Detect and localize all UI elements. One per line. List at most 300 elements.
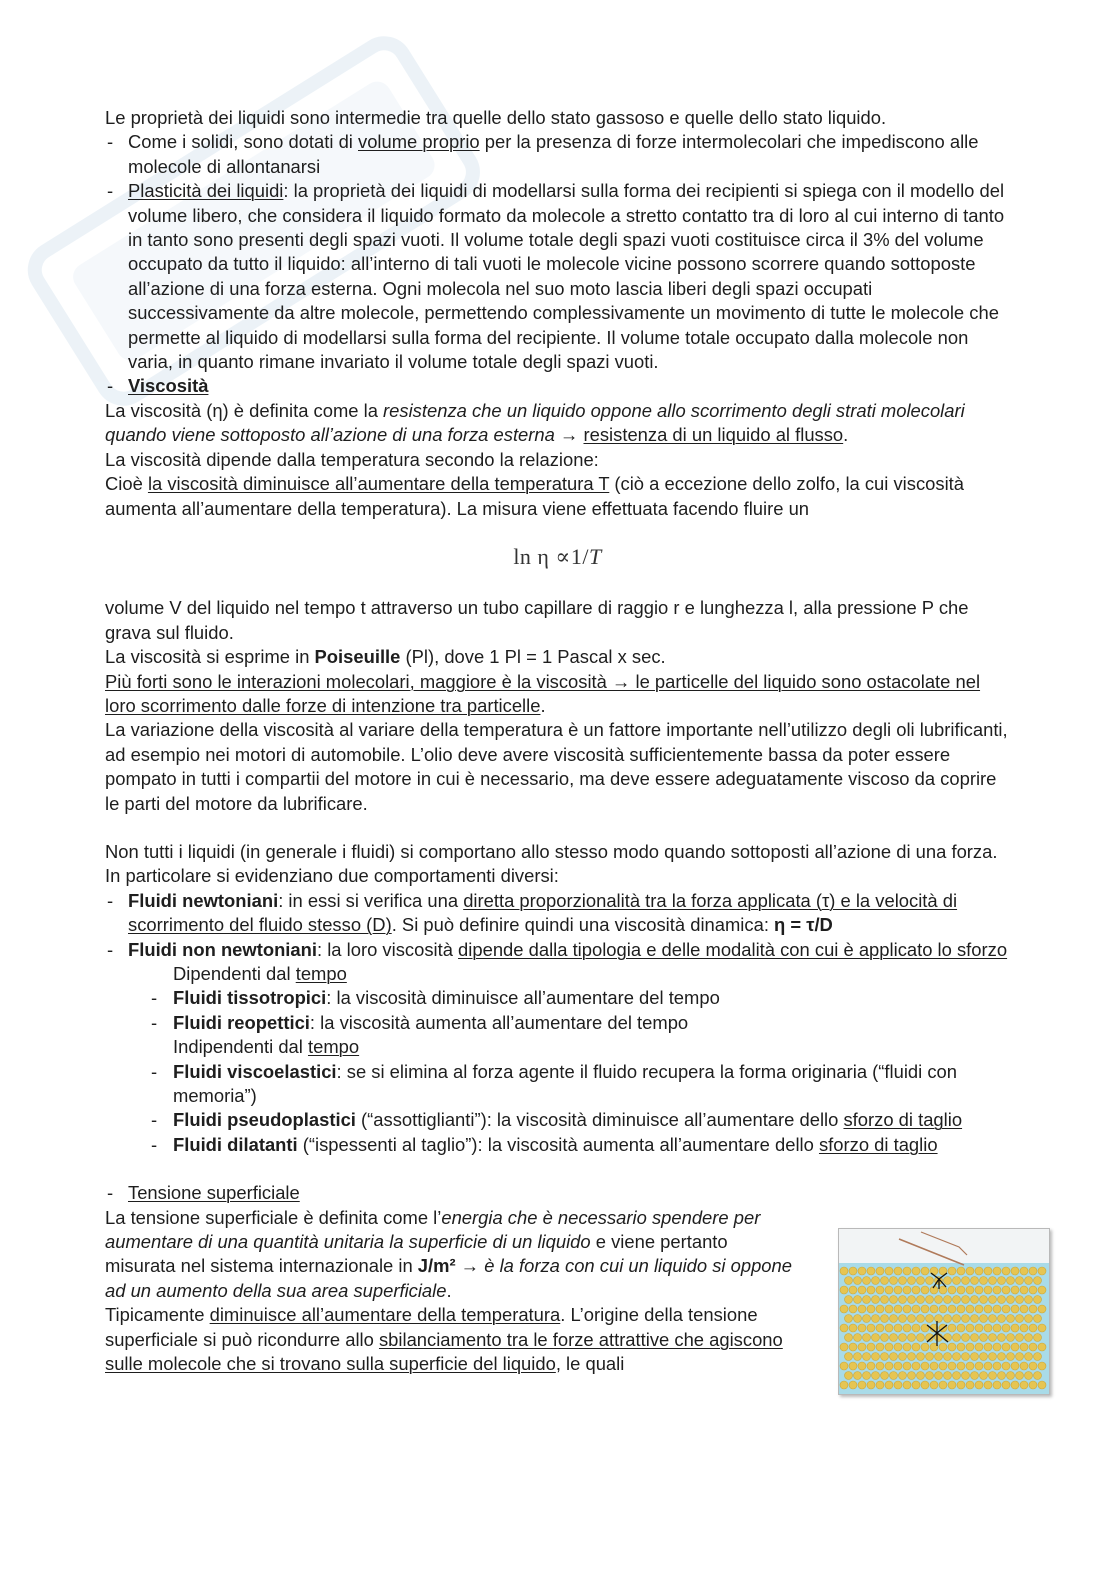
viscosity-forces: Più forti sono le interazioni molecolari, maggiore è la viscosità → le particelle del liquido sono ostacolate nel loro scorrimento dalle forze di intenzione tra particelle.: [105, 670, 981, 716]
molecule: [993, 1381, 1001, 1389]
molecule: [1020, 1343, 1028, 1351]
molecule: [984, 1362, 992, 1370]
molecule: [993, 1362, 1001, 1370]
molecule: [1038, 1362, 1046, 1370]
list-item-time-independent: Indipendenti dal tempo: [173, 1036, 360, 1058]
molecule: [894, 1362, 902, 1370]
molecule: [876, 1267, 884, 1275]
molecule: [1025, 1314, 1033, 1322]
molecule: [858, 1286, 866, 1294]
molecule: [935, 1314, 943, 1322]
molecule: [1007, 1333, 1015, 1341]
molecule: [890, 1295, 898, 1303]
molecule: [984, 1324, 992, 1332]
molecule: [980, 1314, 988, 1322]
molecule: [894, 1381, 902, 1389]
molecule: [858, 1305, 866, 1313]
molecule: [908, 1371, 916, 1379]
molecule: [890, 1333, 898, 1341]
molecule: [1007, 1276, 1015, 1284]
molecule: [984, 1286, 992, 1294]
molecule: [948, 1267, 956, 1275]
molecule: [1025, 1371, 1033, 1379]
molecule: [975, 1362, 983, 1370]
molecule: [917, 1333, 925, 1341]
molecule: [962, 1295, 970, 1303]
molecule: [939, 1362, 947, 1370]
molecule: [935, 1295, 943, 1303]
molecule: [989, 1333, 997, 1341]
molecule: [894, 1324, 902, 1332]
molecule: [872, 1333, 880, 1341]
plasticity-heading: Plasticità dei liquidi: [128, 180, 284, 202]
molecule: [975, 1343, 983, 1351]
molecule: [881, 1276, 889, 1284]
molecule: [1016, 1314, 1024, 1322]
molecule: [944, 1295, 952, 1303]
molecule: [863, 1276, 871, 1284]
molecule: [1011, 1343, 1019, 1351]
molecule: [1002, 1324, 1010, 1332]
molecule: [1029, 1324, 1037, 1332]
tension-definition: La tensione superficiale è definita come l’energia che è necessario spendere per aumentare di una quantità unitaria la superficie di un liquido e viene pertanto misurata nel sistema internazionale in J/m² → è la forza con cui un liquido si oppone ad un aumento della sua area superficiale.: [105, 1206, 792, 1301]
molecule: [1016, 1371, 1024, 1379]
molecule: [863, 1333, 871, 1341]
molecule: [935, 1371, 943, 1379]
molecule: [1029, 1286, 1037, 1294]
molecule: [953, 1352, 961, 1360]
molecule: [894, 1286, 902, 1294]
molecule: [993, 1286, 1001, 1294]
molecule: [957, 1362, 965, 1370]
molecule: [908, 1295, 916, 1303]
molecule: [989, 1314, 997, 1322]
molecule: [971, 1314, 979, 1322]
list-item-rheopectic: - Fluidi reopettici: la viscosità aumenta all’aumentare del tempo: [173, 1011, 1010, 1035]
molecule: [1016, 1333, 1024, 1341]
molecule: [1020, 1267, 1028, 1275]
molecule: [1002, 1267, 1010, 1275]
molecule: [939, 1381, 947, 1389]
molecule: [966, 1381, 974, 1389]
air-region: [839, 1229, 1049, 1263]
molecule: [926, 1295, 934, 1303]
molecule: [930, 1362, 938, 1370]
molecule: [921, 1305, 929, 1313]
molecule: [971, 1276, 979, 1284]
molecule: [1038, 1286, 1046, 1294]
molecule: [980, 1352, 988, 1360]
viscosity-heading: Viscosità: [128, 375, 209, 397]
molecule: [863, 1314, 871, 1322]
molecule: [948, 1381, 956, 1389]
molecule: [966, 1362, 974, 1370]
fluids-list: [105, 889, 1010, 962]
volume-proprio-link: volume proprio: [358, 131, 480, 153]
molecule: [921, 1362, 929, 1370]
molecule: [1038, 1267, 1046, 1275]
molecule: [921, 1343, 929, 1351]
list-item-non-newtonian: - Fluidi non newtoniani: la loro viscosità dipende dalla tipologia e delle modalità con cui è applicato lo sforzo: [105, 938, 1010, 962]
molecule: [858, 1324, 866, 1332]
molecule: [993, 1324, 1001, 1332]
molecule: [980, 1371, 988, 1379]
molecule: [944, 1352, 952, 1360]
molecule: [930, 1305, 938, 1313]
molecule: [944, 1333, 952, 1341]
molecule: [876, 1343, 884, 1351]
molecule: [962, 1371, 970, 1379]
viscosity-formula: ln η ∝1/T: [513, 543, 602, 569]
molecule: [989, 1371, 997, 1379]
molecule: [980, 1295, 988, 1303]
molecule: [899, 1276, 907, 1284]
molecule: [1034, 1371, 1042, 1379]
molecule: [885, 1305, 893, 1313]
molecule: [845, 1276, 853, 1284]
molecule: [849, 1343, 857, 1351]
molecule: [975, 1324, 983, 1332]
molecule: [971, 1295, 979, 1303]
molecule: [980, 1333, 988, 1341]
molecule: [1029, 1362, 1037, 1370]
molecule: [1025, 1276, 1033, 1284]
molecule: [953, 1333, 961, 1341]
molecule: [984, 1381, 992, 1389]
molecule: [957, 1324, 965, 1332]
surface-tension-figure: [838, 1228, 1050, 1395]
molecule: [1029, 1267, 1037, 1275]
document-page: [105, 106, 1010, 1377]
molecule: [872, 1276, 880, 1284]
molecule: [1011, 1305, 1019, 1313]
molecule: [1020, 1381, 1028, 1389]
molecule: [894, 1305, 902, 1313]
molecule: [840, 1324, 848, 1332]
molecule: [867, 1362, 875, 1370]
molecule: [984, 1305, 992, 1313]
molecule: [903, 1324, 911, 1332]
molecule: [975, 1305, 983, 1313]
molecule: [1016, 1352, 1024, 1360]
molecule: [867, 1305, 875, 1313]
molecule: [876, 1305, 884, 1313]
molecule: [908, 1333, 916, 1341]
non-newtonian-sublist: [105, 962, 1010, 1157]
molecule: [840, 1286, 848, 1294]
molecule: [899, 1295, 907, 1303]
molecule: [1029, 1381, 1037, 1389]
molecule: [881, 1314, 889, 1322]
molecule: [1025, 1333, 1033, 1341]
molecule: [971, 1371, 979, 1379]
molecule: [885, 1381, 893, 1389]
molecule: [890, 1276, 898, 1284]
molecule: [840, 1362, 848, 1370]
molecule: [921, 1381, 929, 1389]
molecule: [845, 1295, 853, 1303]
molecule: [917, 1352, 925, 1360]
molecule: [885, 1343, 893, 1351]
molecule: [858, 1343, 866, 1351]
molecule: [867, 1324, 875, 1332]
viscosity-unit: La viscosità si esprime in Poiseuille (Pl), dove 1 Pl = 1 Pascal x sec.: [105, 646, 666, 668]
list-item-thixotropic: - Fluidi tissotropici: la viscosità diminuisce all’aumentare del tempo: [173, 986, 1010, 1010]
list-item-dilatant: - Fluidi dilatanti (“ispessenti al taglio”): la viscosità aumenta all’aumentare dello sforzo di taglio: [173, 1133, 1010, 1157]
molecule: [876, 1381, 884, 1389]
viscosity-definition: La viscosità (η) è definita come la resistenza che un liquido oppone allo scorrimento degli strati molecolari quando viene sottoposto all’azione di una forza esterna → resistenza di un liquido al flusso.: [105, 399, 965, 446]
molecule: [962, 1276, 970, 1284]
molecule: [840, 1381, 848, 1389]
molecule: [1034, 1276, 1042, 1284]
molecule: [876, 1324, 884, 1332]
viscosity-temperature: La viscosità dipende dalla temperatura secondo la relazione:: [105, 448, 599, 470]
molecule: [903, 1381, 911, 1389]
tension-origin: Tipicamente diminuisce all’aumentare della temperatura. L’origine della tensione superficiale si può ricondurre allo sbilanciamento tra le forze attrattive che agiscono sulle molecole che si trovano sulla superficie del liquido, le quali: [105, 1304, 783, 1375]
molecule: [962, 1352, 970, 1360]
molecule: [1020, 1286, 1028, 1294]
molecule: [1025, 1352, 1033, 1360]
molecule: [867, 1267, 875, 1275]
molecule: [885, 1267, 893, 1275]
molecule: [957, 1381, 965, 1389]
molecule: [935, 1352, 943, 1360]
list-item-solids: - Come i solidi, sono dotati di volume proprio per la presenza di forze intermolecolari che impediscono alle molecole di allontanarsi: [105, 130, 1010, 179]
molecule: [957, 1267, 965, 1275]
molecule: [984, 1267, 992, 1275]
molecule: [989, 1295, 997, 1303]
molecule: [908, 1276, 916, 1284]
molecule: [1002, 1362, 1010, 1370]
molecule: [917, 1314, 925, 1322]
list-item-time-dependent: Dipendenti dal tempo: [173, 963, 347, 984]
molecule: [872, 1314, 880, 1322]
molecule: [984, 1343, 992, 1351]
molecule: [885, 1286, 893, 1294]
molecule: [849, 1381, 857, 1389]
list-item-pseudoplastic: - Fluidi pseudoplastici (“assottiglianti”): la viscosità diminuisce all’aumentare dello sforzo di taglio: [173, 1108, 1010, 1132]
molecule: [885, 1324, 893, 1332]
molecule: [998, 1333, 1006, 1341]
tension-section: [105, 1206, 1010, 1377]
molecule: [849, 1324, 857, 1332]
molecule: [881, 1295, 889, 1303]
molecule: [948, 1362, 956, 1370]
molecule: [849, 1267, 857, 1275]
list-item-plasticity: - Plasticità dei liquidi: la proprietà dei liquidi di modellarsi sulla forma dei recipienti si spiega con il modello del volume libero, che considera il liquido formato da molecole a stretto contatto tra di loro al cui interno di tanto in tanto sono presenti degli spazi vuoti. Il volume totale degli spazi vuoti costituisce circa il 3% del volume occupato da tutto il liquido: all’interno di tali vuoti le molecole vicine possono scorrere quando sottoposte all’azione di una forza esterna. Ogni molecola nel suo moto lascia liberi degli spazi occupati successivamente da altre molecole, permettendo complessivamente un movimento di tutte le molecole che permette al liquido di modellarsi sulla forma del recipiente. Il volume totale occupato dalla molecole non varia, in quanto rimane invariato il volume totale degli spazi vuoti.: [105, 179, 1010, 374]
molecule: [845, 1314, 853, 1322]
molecule: [881, 1333, 889, 1341]
viscosity-oils: La variazione della viscosità al variare della temperatura è un fattore importante nell’utilizzo degli oli lubrificanti, ad esempio nei motori di automobile. L’olio deve avere viscosità sufficientemente bassa da poter essere pompato in tutti i compartii del motore in cui è necessario, ma deve essere adeguatamente viscoso da coprire le parti del motore da lubrificare.: [105, 719, 1008, 814]
molecule: [1011, 1362, 1019, 1370]
molecule: [1002, 1286, 1010, 1294]
molecule: [899, 1333, 907, 1341]
molecule: [1007, 1371, 1015, 1379]
molecule: [1038, 1305, 1046, 1313]
molecule: [1007, 1295, 1015, 1303]
molecule: [993, 1305, 1001, 1313]
molecule: [989, 1276, 997, 1284]
molecule: [912, 1343, 920, 1351]
molecule: [948, 1286, 956, 1294]
molecule: [903, 1343, 911, 1351]
molecule: [899, 1352, 907, 1360]
molecule: [966, 1343, 974, 1351]
molecule: [917, 1295, 925, 1303]
molecule: [917, 1276, 925, 1284]
tension-heading: Tensione superficiale: [128, 1182, 300, 1204]
molecule: [921, 1286, 929, 1294]
molecule: [939, 1286, 947, 1294]
molecule: [858, 1381, 866, 1389]
molecule: [854, 1352, 862, 1360]
molecule: [881, 1352, 889, 1360]
molecule: [863, 1371, 871, 1379]
molecule: [939, 1305, 947, 1313]
molecule: [867, 1286, 875, 1294]
molecule: [849, 1362, 857, 1370]
molecule: [1002, 1343, 1010, 1351]
molecule: [944, 1314, 952, 1322]
molecule: [858, 1267, 866, 1275]
molecule: [1034, 1295, 1042, 1303]
molecule: [890, 1371, 898, 1379]
molecule: [957, 1286, 965, 1294]
molecule: [867, 1343, 875, 1351]
molecule: [912, 1362, 920, 1370]
molecule: [926, 1276, 934, 1284]
tension-list: [105, 1181, 1010, 1205]
molecule: [921, 1267, 929, 1275]
molecule: [908, 1314, 916, 1322]
molecule: [845, 1333, 853, 1341]
molecule: [926, 1314, 934, 1322]
molecule: [930, 1381, 938, 1389]
molecule: [840, 1305, 848, 1313]
molecule: [912, 1305, 920, 1313]
molecule: [894, 1267, 902, 1275]
molecule: [966, 1305, 974, 1313]
molecule: [962, 1333, 970, 1341]
molecule: [881, 1371, 889, 1379]
molecule: [903, 1305, 911, 1313]
viscosity-cioe: Cioè la viscosità diminuisce all’aumentare della temperatura T (ciò a eccezione dello zolfo, la cui viscosità aumenta all’aumentare della temperatura). La misura viene effettuata facendo fluire un: [105, 473, 964, 519]
molecule: [998, 1371, 1006, 1379]
molecule: [1016, 1276, 1024, 1284]
molecule: [849, 1286, 857, 1294]
molecule: [899, 1371, 907, 1379]
molecule: [890, 1314, 898, 1322]
list-item-viscosity: [105, 374, 1010, 398]
molecule: [840, 1267, 848, 1275]
molecule: [993, 1267, 1001, 1275]
molecule: [908, 1352, 916, 1360]
molecule: [903, 1362, 911, 1370]
molecule: [975, 1286, 983, 1294]
molecule: [1020, 1362, 1028, 1370]
molecule: [989, 1352, 997, 1360]
molecule: [858, 1362, 866, 1370]
molecule: [975, 1381, 983, 1389]
molecule: [944, 1276, 952, 1284]
molecule: [854, 1295, 862, 1303]
molecule: [1007, 1314, 1015, 1322]
molecule: [953, 1276, 961, 1284]
molecule: [1034, 1333, 1042, 1341]
molecule: [998, 1276, 1006, 1284]
list-item-newtonian: - Fluidi newtoniani: in essi si verifica una diretta proporzionalità tra la forza applicata (τ) e la velocità di scorrimento del fluido stesso (D). Si può definire quindi una viscosità dinamica: η = τ/D: [105, 889, 1010, 938]
molecule: [917, 1371, 925, 1379]
molecule: [948, 1324, 956, 1332]
properties-list: [105, 130, 1010, 398]
molecule: [966, 1286, 974, 1294]
molecule: [998, 1295, 1006, 1303]
molecule: [849, 1305, 857, 1313]
molecule: [903, 1267, 911, 1275]
viscosity-measure: volume V del liquido nel tempo t attraverso un tubo capillare di raggio r e lunghezza l, alla pressione P che grava sul fluido.: [105, 597, 969, 643]
molecule: [912, 1286, 920, 1294]
molecule: [953, 1295, 961, 1303]
molecule: [854, 1333, 862, 1341]
molecule: [890, 1352, 898, 1360]
molecule: [998, 1314, 1006, 1322]
molecule: [863, 1352, 871, 1360]
molecule: [1034, 1314, 1042, 1322]
molecule: [867, 1381, 875, 1389]
molecule: [872, 1295, 880, 1303]
list-item-viscoelastic: - Fluidi viscoelastici: se si elimina al forza agente il fluido recupera la forma originaria (“fluidi con memoria”): [173, 1060, 1010, 1109]
molecule: [1011, 1324, 1019, 1332]
molecule: [894, 1343, 902, 1351]
molecule: [1002, 1305, 1010, 1313]
molecule: [948, 1305, 956, 1313]
molecule: [957, 1305, 965, 1313]
list-item-tension: [105, 1181, 1010, 1205]
molecule: [899, 1314, 907, 1322]
molecule: [845, 1371, 853, 1379]
molecule: [872, 1371, 880, 1379]
molecule: [971, 1352, 979, 1360]
molecule: [1038, 1381, 1046, 1389]
molecule: [876, 1286, 884, 1294]
molecule: [1011, 1381, 1019, 1389]
fluids-intro: Non tutti i liquidi (in generale i fluidi) si comportano allo stesso modo quando sottoposti all’azione di una forza. In particolare si evidenziano due comportamenti diversi:: [105, 840, 998, 887]
molecule: [1002, 1381, 1010, 1389]
molecule: [863, 1295, 871, 1303]
molecule: [993, 1343, 1001, 1351]
molecule: [948, 1343, 956, 1351]
molecule: [944, 1371, 952, 1379]
molecule: [1020, 1324, 1028, 1332]
molecule: [840, 1343, 848, 1351]
molecule: [1020, 1305, 1028, 1313]
molecule: [872, 1352, 880, 1360]
molecule: [903, 1286, 911, 1294]
molecule: [1011, 1267, 1019, 1275]
molecule: [912, 1381, 920, 1389]
molecule: [971, 1333, 979, 1341]
molecule: [1034, 1352, 1042, 1360]
molecule: [998, 1352, 1006, 1360]
molecule: [1011, 1286, 1019, 1294]
molecule: [962, 1314, 970, 1322]
molecule: [926, 1371, 934, 1379]
molecule: [1029, 1343, 1037, 1351]
molecule: [1038, 1343, 1046, 1351]
molecule: [912, 1267, 920, 1275]
molecule: [854, 1276, 862, 1284]
molecule: [912, 1324, 920, 1332]
